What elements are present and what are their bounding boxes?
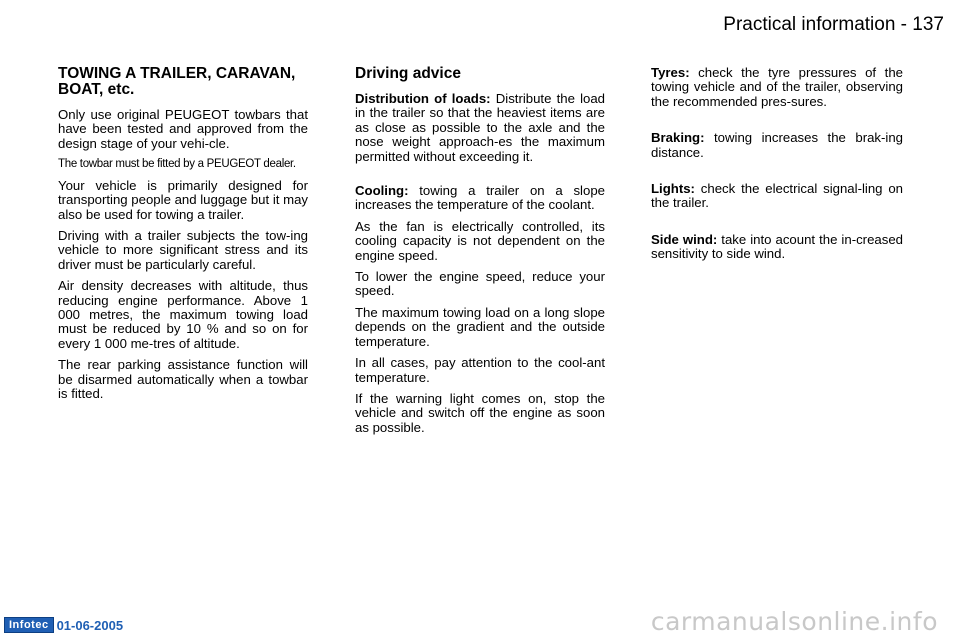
- footer: [4, 617, 123, 633]
- section-title-towing: TOWING A TRAILER, CARAVAN, BOAT, etc.: [58, 65, 296, 98]
- infotec-logo: Infotec: [4, 617, 54, 633]
- text-tyres: check the tyre pressures of the towing vehicle and of the trailer, observing the recommended pres-sures.: [651, 65, 903, 109]
- column-checks: [651, 66, 903, 269]
- paragraph-altitude: Air density decreases with altitude, thus reducing engine performance. Above 1 000 metres, the maximum towing load must be reduced by 10 % and so on for every 1 000 me-tres of altitude.: [58, 278, 308, 351]
- paragraph-parking-assist: The rear parking assistance function will be disarmed automatically when a towbar is fitted.: [58, 357, 308, 401]
- watermark: carmanualsonline.info: [650, 607, 938, 636]
- paragraph-towing-load: The maximum towing load on a long slope depends on the gradient and the outside temperature.: [355, 304, 605, 349]
- note-towbar-dealer: The towbar must be fitted by a PEUGEOT dealer.: [58, 158, 296, 171]
- paragraph-driving-stress: Driving with a trailer subjects the tow-ing vehicle to more significant stress and its driver must be particularly careful.: [58, 227, 308, 272]
- paragraph-lights: [651, 182, 903, 211]
- paragraph-cooling: [355, 184, 605, 213]
- paragraph-distribution: [355, 92, 605, 164]
- paragraph-warning-light: If the warning light comes on, stop the vehicle and switch off the engine as soon as possible.: [355, 390, 605, 435]
- paragraph-fan: As the fan is electrically controlled, its cooling capacity is not dependent on the engine speed.: [355, 218, 605, 263]
- label-side-wind: Side wind:: [651, 231, 718, 247]
- text-cooling: towing a trailer on a slope increases the temperature of the coolant.: [355, 183, 605, 213]
- paragraph-side-wind: [651, 233, 903, 262]
- label-distribution: Distribution of loads:: [355, 91, 491, 106]
- text-braking: towing increases the brak-ing distance.: [651, 130, 904, 160]
- paragraph-tyres: [651, 66, 903, 109]
- label-lights: Lights:: [651, 181, 695, 197]
- paragraph-braking: [651, 131, 903, 160]
- paragraph-engine-speed: To lower the engine speed, reduce your speed.: [355, 269, 605, 299]
- text-distribution: Distribute the load in the trailer so that the heaviest items are as close as possible to the axle and the nose weight approach-es the maximum permitted without exceeding it.: [355, 91, 605, 164]
- page-header: Practical information - 137: [723, 14, 944, 35]
- label-cooling: Cooling:: [355, 183, 409, 199]
- paragraph-towbars: Only use original PEUGEOT towbars that have been tested and approved from the design stage of your vehi-cle.: [58, 107, 308, 151]
- section-title-driving-advice: Driving advice: [355, 65, 461, 82]
- paragraph-vehicle-purpose: Your vehicle is primarily designed for transporting people and luggage but it may also be used for towing a trailer.: [58, 177, 309, 222]
- text-lights: check the electrical signal-ling on the trailer.: [651, 181, 903, 211]
- footer-date: 01-06-2005: [56, 617, 124, 633]
- label-tyres: Tyres:: [651, 65, 690, 80]
- column-driving-advice: [355, 66, 605, 442]
- text-side-wind: take into acount the in-creased sensitivity to side wind.: [651, 231, 904, 262]
- label-braking: Braking:: [651, 130, 705, 146]
- column-towing: [58, 66, 308, 408]
- paragraph-coolant: In all cases, pay attention to the cool-ant temperature.: [355, 355, 605, 385]
